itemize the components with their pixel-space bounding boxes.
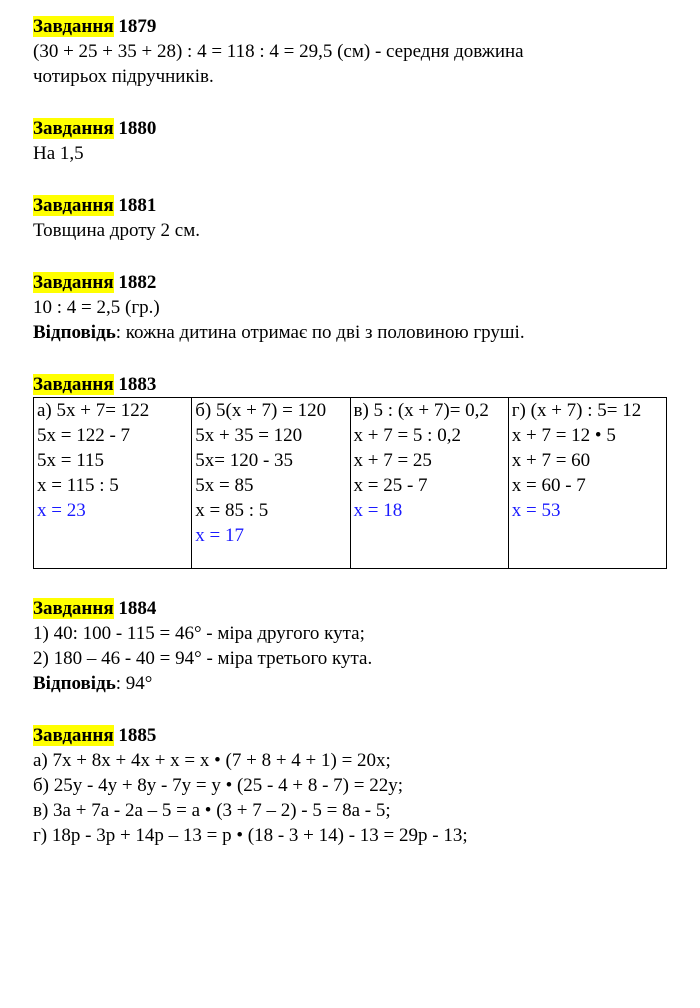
heading-number: 1884	[113, 598, 157, 619]
heading-word-highlight: Завдання	[33, 272, 114, 293]
task-heading	[33, 596, 673, 621]
equation-line: б) 5(x + 7) = 120	[195, 400, 327, 421]
heading-word-highlight: Завдання	[33, 598, 114, 619]
heading-word-highlight: Завдання	[33, 118, 114, 139]
task-heading	[33, 116, 673, 141]
equation-line: 5x = 122 - 7	[37, 425, 131, 446]
equation-line: 5x + 35 = 120	[195, 425, 303, 446]
heading-number: 1883	[113, 374, 157, 395]
solution-line: г) 18p - 3p + 14p – 13 = p • (18 - 3 + 14) - 13 = 29p - 13;	[33, 825, 468, 846]
equation-result: x = 17	[195, 525, 244, 546]
task-1882	[33, 270, 673, 345]
task-1879	[33, 14, 673, 89]
solution-line: чотирьох підручників.	[33, 66, 214, 87]
answer-line	[33, 671, 673, 696]
task-1885	[33, 723, 673, 848]
equation-line: г) (x + 7) : 5= 12	[511, 400, 642, 421]
solution-line: 10 : 4 = 2,5 (гр.)	[33, 297, 160, 318]
equation-line: в) 5 : (x + 7)= 0,2	[353, 400, 489, 421]
solution-line: б) 25y - 4y + 8y - 7y = y • (25 - 4 + 8 - 7) = 22y;	[33, 775, 403, 796]
solution-line: На 1,5	[33, 143, 84, 164]
heading-word-highlight: Завдання	[33, 16, 114, 37]
equation-line: а) 5x + 7= 122	[37, 400, 150, 421]
answer-text: : кожна дитина отримає по дві з половиною груші.	[115, 322, 525, 343]
answer-line	[33, 320, 673, 345]
solution-line: (30 + 25 + 35 + 28) : 4 = 118 : 4 = 29,5 (см) - середня довжина	[33, 41, 524, 62]
answer-text: : 94°	[115, 673, 153, 694]
task-1884	[33, 596, 673, 696]
heading-number: 1885	[113, 725, 157, 746]
equation-line: x + 7 = 25	[353, 450, 432, 471]
answer-label: Відповідь	[33, 322, 116, 343]
solutions-page	[33, 14, 673, 875]
task-heading	[33, 270, 673, 295]
equation-line: x + 7 = 60	[511, 450, 591, 471]
table-cell-c	[350, 398, 508, 569]
task-1881	[33, 193, 673, 243]
heading-number: 1882	[113, 272, 157, 293]
table-row	[34, 398, 667, 569]
equation-line: x = 115 : 5	[37, 475, 119, 496]
equation-line: 5x = 85	[195, 475, 254, 496]
table-cell-b	[192, 398, 350, 569]
equation-line: x = 85 : 5	[195, 500, 269, 521]
heading-number: 1880	[113, 118, 157, 139]
equation-line: x + 7 = 12 • 5	[511, 425, 616, 446]
heading-word-highlight: Завдання	[33, 374, 114, 395]
solution-line: 1) 40: 100 - 115 = 46° - міра другого кута;	[33, 623, 365, 644]
equation-result: x = 23	[37, 500, 86, 521]
solution-line: Товщина дроту 2 см.	[33, 220, 200, 241]
heading-number: 1879	[113, 16, 157, 37]
equation-line: 5x= 120 - 35	[195, 450, 294, 471]
task-1883	[33, 372, 673, 569]
equation-result: x = 53	[511, 500, 561, 521]
task-1880	[33, 116, 673, 166]
heading-number: 1881	[113, 195, 157, 216]
equation-line: x = 60 - 7	[511, 475, 586, 496]
task-heading	[33, 193, 673, 218]
equation-line: x = 25 - 7	[353, 475, 428, 496]
equation-result: x = 18	[353, 500, 403, 521]
solution-line: а) 7x + 8x + 4x + x = x • (7 + 8 + 4 + 1) = 20x;	[33, 750, 391, 771]
task-heading	[33, 723, 673, 748]
equations-table	[33, 397, 667, 569]
solution-line: в) 3a + 7a - 2a – 5 = a • (3 + 7 – 2) - 5 = 8a - 5;	[33, 800, 391, 821]
table-cell-d	[508, 398, 666, 569]
task-heading	[33, 14, 673, 39]
equation-line: x + 7 = 5 : 0,2	[353, 425, 461, 446]
heading-word-highlight: Завдання	[33, 725, 114, 746]
heading-word-highlight: Завдання	[33, 195, 114, 216]
table-cell-a	[34, 398, 192, 569]
task-heading	[33, 372, 673, 397]
solution-line: 2) 180 – 46 - 40 = 94° - міра третього кута.	[33, 648, 373, 669]
answer-label: Відповідь	[33, 673, 116, 694]
equation-line: 5x = 115	[37, 450, 105, 471]
